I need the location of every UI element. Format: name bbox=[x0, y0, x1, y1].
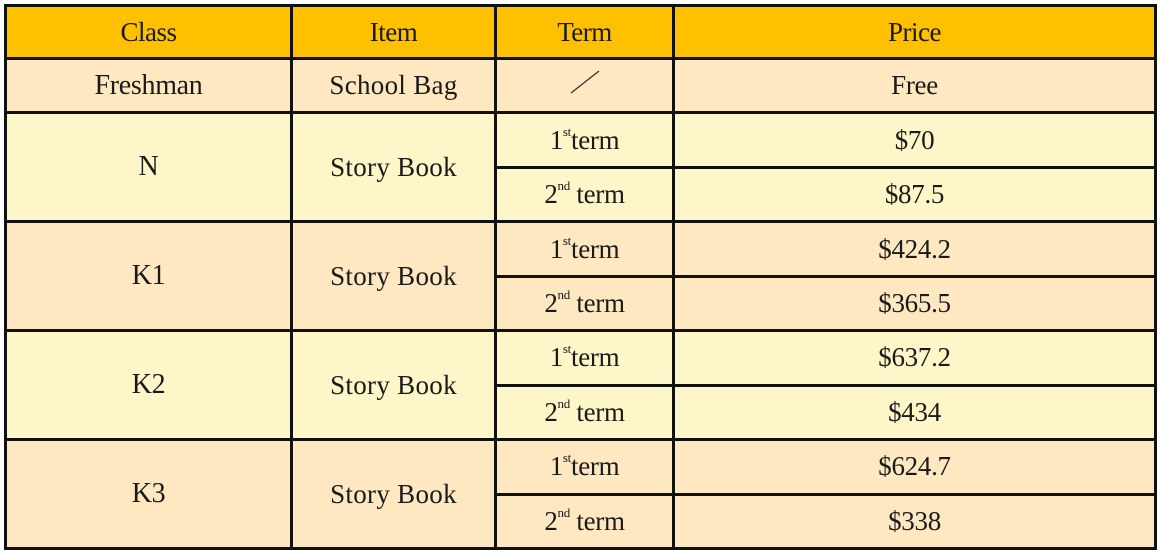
term-number: 1 bbox=[549, 342, 563, 373]
term-word: term bbox=[569, 287, 625, 318]
term-cell bbox=[496, 222, 674, 276]
term-word: term bbox=[571, 451, 620, 482]
price-table bbox=[4, 4, 1157, 550]
class-cell: K1 bbox=[6, 222, 292, 331]
term-suffix: nd bbox=[557, 286, 570, 302]
term-suffix: nd bbox=[557, 504, 570, 520]
term-number: 2 bbox=[544, 505, 558, 536]
term-cell bbox=[496, 331, 674, 385]
term-number: 1 bbox=[549, 124, 563, 155]
term-suffix: st bbox=[562, 341, 571, 357]
price-cell: $434 bbox=[674, 385, 1156, 439]
price-cell: $338 bbox=[674, 494, 1156, 549]
price-cell: $365.5 bbox=[674, 276, 1156, 330]
term-suffix: nd bbox=[557, 178, 570, 194]
term-word: term bbox=[571, 233, 620, 264]
term-number: 1 bbox=[549, 233, 563, 264]
class-cell: K3 bbox=[6, 440, 292, 549]
term-word: term bbox=[569, 505, 625, 536]
term-suffix: st bbox=[562, 450, 571, 466]
item-cell: Story Book bbox=[292, 440, 496, 549]
table-row bbox=[6, 222, 1156, 276]
table-row bbox=[6, 331, 1156, 385]
term-word: term bbox=[571, 342, 620, 373]
term-word: term bbox=[569, 179, 625, 210]
term-cell bbox=[496, 276, 674, 330]
term-number: 2 bbox=[544, 287, 558, 318]
price-cell: $424.2 bbox=[674, 222, 1156, 276]
table-row bbox=[6, 113, 1156, 167]
class-cell: Freshman bbox=[6, 59, 292, 113]
price-cell: Free bbox=[674, 59, 1156, 113]
table-row bbox=[6, 440, 1156, 494]
term-suffix: nd bbox=[557, 395, 570, 411]
term-cell bbox=[496, 167, 674, 221]
header-item: Item bbox=[292, 6, 496, 59]
term-cell bbox=[496, 113, 674, 167]
term-suffix: st bbox=[562, 123, 571, 139]
item-cell: Story Book bbox=[292, 331, 496, 440]
item-cell: School Bag bbox=[292, 59, 496, 113]
term-word: term bbox=[569, 396, 625, 427]
term-cell bbox=[496, 494, 674, 549]
term-cell bbox=[496, 59, 674, 113]
term-cell bbox=[496, 385, 674, 439]
term-suffix: st bbox=[562, 232, 571, 248]
class-cell: N bbox=[6, 113, 292, 222]
header-class: Class bbox=[6, 6, 292, 59]
header-term: Term bbox=[496, 6, 674, 59]
price-cell: $70 bbox=[674, 113, 1156, 167]
item-cell: Story Book bbox=[292, 222, 496, 331]
term-number: 1 bbox=[549, 451, 563, 482]
price-cell: $637.2 bbox=[674, 331, 1156, 385]
term-cell bbox=[496, 440, 674, 494]
term-word: term bbox=[571, 124, 620, 155]
term-number: 2 bbox=[544, 179, 558, 210]
item-cell: Story Book bbox=[292, 113, 496, 222]
price-table-container bbox=[4, 4, 1157, 550]
header-row bbox=[6, 6, 1156, 59]
term-number: 2 bbox=[544, 396, 558, 427]
header-price: Price bbox=[674, 6, 1156, 59]
class-cell: K2 bbox=[6, 331, 292, 440]
table-row-freshman bbox=[6, 59, 1156, 113]
slash-icon bbox=[568, 69, 602, 95]
price-cell: $624.7 bbox=[674, 440, 1156, 494]
price-cell: $87.5 bbox=[674, 167, 1156, 221]
